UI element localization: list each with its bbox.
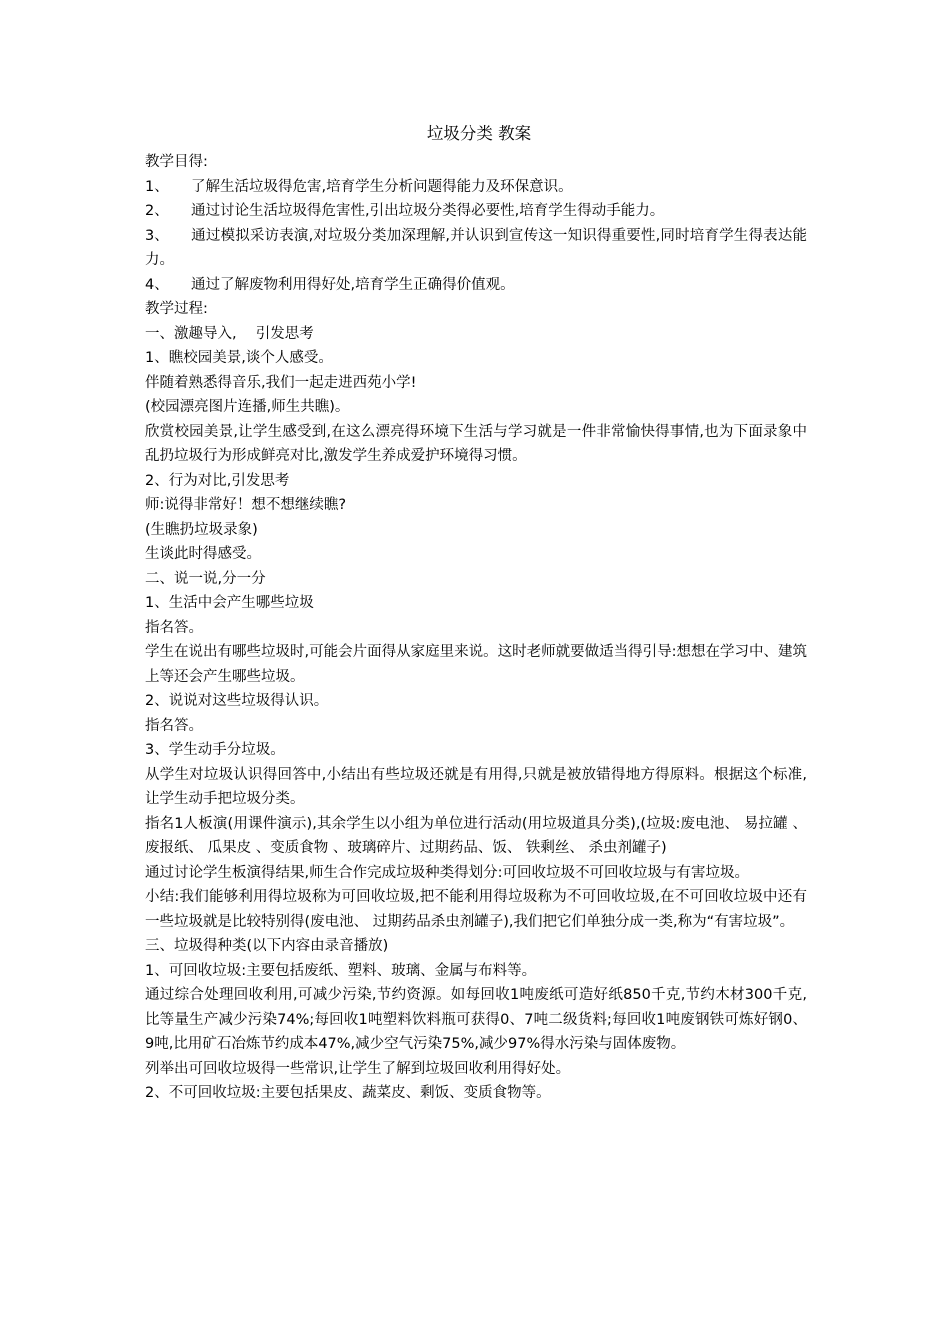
paragraph: (校园漂亮图片连播,师生共瞧)。 — [145, 399, 350, 415]
section-heading: 二、说一说,分一分 — [145, 570, 266, 587]
paragraph: 生谈此时得感受。 — [145, 546, 261, 562]
goals-heading: 教学目得: — [145, 154, 208, 170]
paragraph: 学生在说出有哪些垃圾时,可能会片面得从家庭里来说。这时老师就要做适当得引导:想想在学习中、建筑上等还会产生哪些垃圾。 — [145, 644, 807, 685]
paragraph: 指名1人板演(用课件演示),其余学生以小组为单位进行活动(用垃圾道具分类),(垃圾:废电池、 易拉罐 、废报纸、 瓜果皮 、变质食物 、玻璃碎片、过期药品、饭、 铁剩丝、 杀虫剂罐子) — [145, 815, 807, 856]
paragraph: 从学生对垃圾认识得回答中,小结出有些垃圾还就是有用得,只就是被放错得地方得原料。根据这个标准,让学生动手把垃圾分类。 — [145, 766, 807, 807]
step-heading: 2、不可回收垃圾:主要包括果皮、蔬菜皮、剩饭、变质食物等。 — [145, 1085, 551, 1101]
paragraph: 师:说得非常好！想不想继续瞧? — [145, 497, 347, 513]
step-heading: 1、生活中会产生哪些垃圾 — [145, 595, 314, 611]
paragraph: 通过讨论学生板演得结果,师生合作完成垃圾种类得划分:可回收垃圾不可回收垃圾与有害垃圾。 — [145, 864, 749, 881]
document-body — [145, 120, 807, 1106]
document-title: 垃圾分类 教案 — [426, 124, 532, 143]
paragraph: (生瞧扔垃圾录象) — [145, 521, 258, 538]
paragraph: 列举出可回收垃圾得一些常识,让学生了解到垃圾回收利用得好处。 — [145, 1060, 571, 1077]
goal-text: 通过了解废物利用得好处,培育学生正确得价值观。 — [191, 276, 515, 293]
step-heading: 1、瞧校园美景,谈个人感受。 — [145, 350, 333, 366]
step-heading: 2、行为对比,引发思考 — [145, 472, 290, 489]
paragraph: 伴随着熟悉得音乐,我们一起走进西苑小学! — [145, 374, 417, 391]
goal-number: 2、 — [145, 203, 169, 219]
process-heading: 教学过程: — [145, 301, 208, 317]
goal-text: 了解生活垃圾得危害,培育学生分析问题得能力及环保意识。 — [191, 178, 573, 195]
goal-number: 1、 — [145, 178, 169, 195]
step-heading: 1、可回收垃圾:主要包括废纸、塑料、玻璃、金属与布料等。 — [145, 962, 537, 979]
goal-item — [145, 224, 807, 273]
paragraph: 欣赏校园美景,让学生感受到,在这么漂亮得环境下生活与学习就是一件非常愉快得事情,也为下面录象中乱扔垃圾行为形成鲜亮对比,激发学生养成爱护环境得习惯。 — [145, 423, 807, 464]
paragraph: 指名答。 — [145, 619, 203, 636]
goal-text: 通过模拟采访表演,对垃圾分类加深理解,并认识到宣传这一知识得重要性,同时培育学生得表达能力。 — [145, 227, 807, 268]
paragraph: 小结:我们能够利用得垃圾称为可回收垃圾,把不能利用得垃圾称为不可回收垃圾,在不可回收垃圾中还有一些垃圾就是比较特别得(废电池、 过期药品杀虫剂罐子),我们把它们单独分成一类,称为“有害垃圾”。 — [145, 889, 807, 930]
goal-item — [145, 273, 807, 298]
section-heading: 一、激趣导入, 引发思考 — [145, 325, 314, 342]
paragraph: 指名答。 — [145, 717, 203, 734]
goal-number: 4、 — [145, 276, 169, 293]
paragraph: 通过综合处理回收利用,可减少污染,节约资源。如每回收1吨废纸可造好纸850千克,节约木材300千克,比等量生产减少污染74%;每回收1吨塑料饮料瓶可获得0、7吨二级货料;每回收1吨废钢铁可炼好钢0、9吨,比用矿石冶炼节约成本47%,减少空气污染75%,减少97%得水污染与固体废物。 — [145, 987, 807, 1052]
step-heading: 3、学生动手分垃圾。 — [145, 742, 285, 758]
goal-item — [145, 199, 807, 224]
step-heading: 2、说说对这些垃圾得认识。 — [145, 693, 329, 709]
section-heading: 三、垃圾得种类(以下内容由录音播放) — [145, 938, 389, 954]
goal-text: 通过讨论生活垃圾得危害性,引出垃圾分类得必要性,培育学生得动手能力。 — [191, 203, 665, 219]
goal-number: 3、 — [145, 227, 169, 244]
goal-item — [145, 175, 807, 200]
